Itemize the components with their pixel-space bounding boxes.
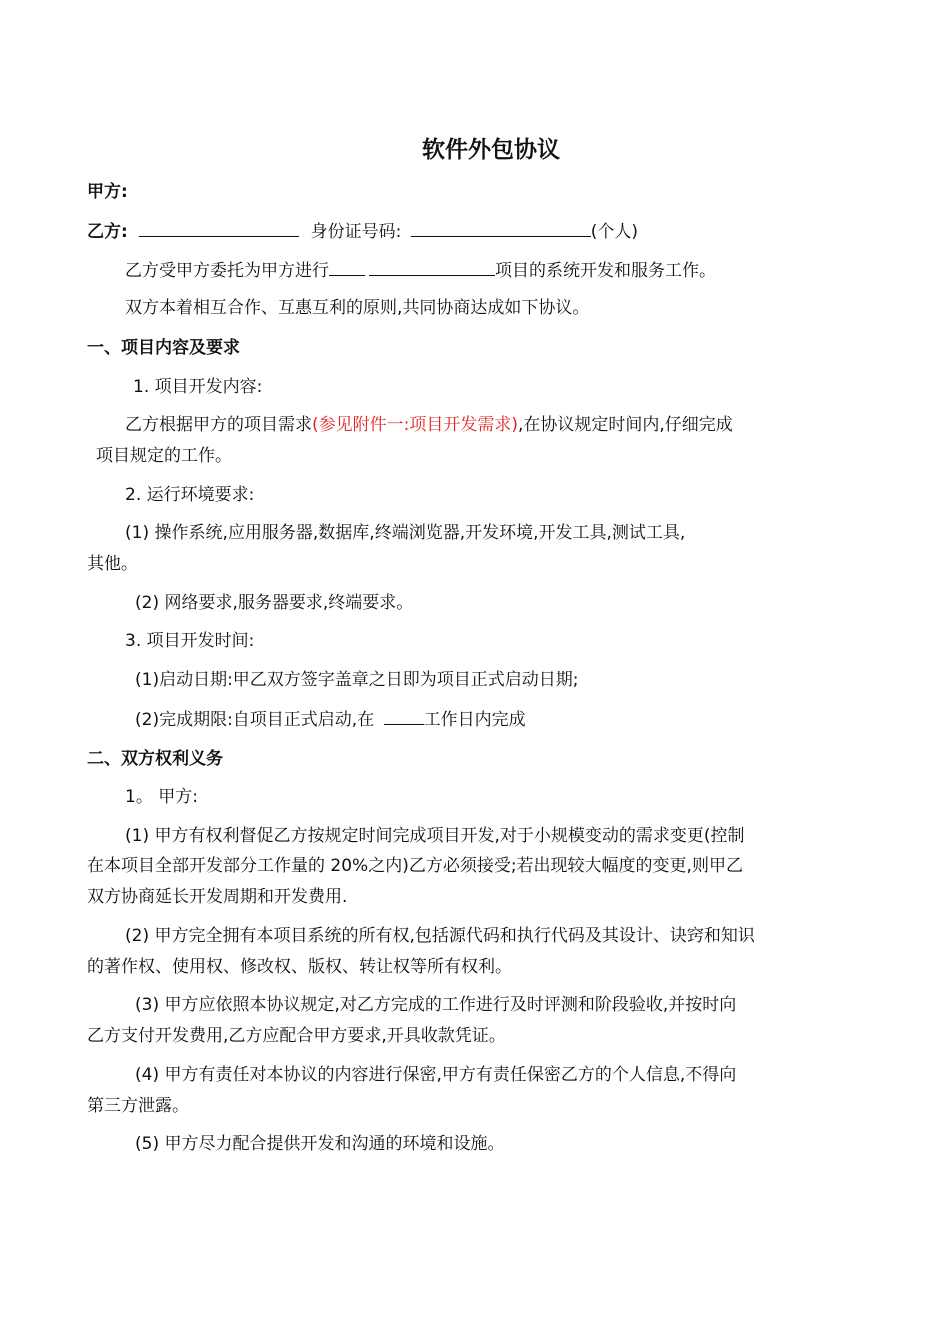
item-2-sub1-line1: (1) 操作系统,应用服务器,数据库,终端浏览器,开发环境,开发工具,测试工具, [125, 523, 686, 543]
duty-3-line1: (3) 甲方应依照本协议规定,对乙方完成的工作进行及时评测和阶段验收,并按时向 [135, 995, 737, 1015]
party-a-duties-title: 1。 甲方: [125, 787, 198, 807]
personal-note: (个人) [590, 222, 639, 242]
project-name-blank-1 [329, 259, 365, 276]
intro-1-text-post: 项目的系统开发和服务工作。 [495, 261, 716, 281]
attachment-reference: (参见附件一:项目开发需求) [312, 415, 518, 435]
item-1-body-line2: 项目规定的工作。 [96, 446, 232, 466]
duty-1-line1: (1) 甲方有权利督促乙方按规定时间完成项目开发,对于小规模变动的需求变更(控制 [125, 826, 745, 846]
id-number-blank [411, 220, 591, 237]
section-1-heading: 一、项目内容及要求 [87, 338, 240, 358]
party-b-line [87, 220, 638, 243]
project-name-blank-2 [369, 259, 495, 276]
item-2-sub1-line2: 其他。 [87, 554, 138, 574]
item-3-sub2-post: 工作日内完成 [423, 710, 526, 730]
duty-1-line2: 在本项目全部开发部分工作量的 20%之内)乙方必须接受;若出现较大幅度的变更,则甲乙 [87, 856, 743, 876]
item-1-title: 1. 项目开发内容: [133, 377, 263, 397]
item-3-sub2 [135, 708, 526, 731]
party-b-name-blank [139, 220, 299, 237]
item-1-body [125, 414, 733, 436]
party-a-label: 甲方: [87, 182, 128, 202]
duty-4-line1: (4) 甲方有责任对本协议的内容进行保密,甲方有责任保密乙方的个人信息,不得向 [135, 1065, 737, 1085]
item-3-sub2-pre: (2)完成期限:自项目正式启动,在 [135, 710, 375, 730]
intro-1-text-pre: 乙方受甲方委托为甲方进行 [125, 261, 329, 281]
section-2-heading: 二、双方权利义务 [87, 749, 223, 769]
item-2-title: 2. 运行环境要求: [125, 485, 255, 505]
document-title: 软件外包协议 [422, 137, 560, 163]
workdays-blank [384, 708, 424, 725]
intro-paragraph-2: 双方本着相互合作、互惠互利的原则,共同协商达成如下协议。 [125, 298, 590, 318]
duty-2-line1: (2) 甲方完全拥有本项目系统的所有权,包括源代码和执行代码及其设计、诀窍和知识 [125, 926, 755, 946]
duty-3-line2: 乙方支付开发费用,乙方应配合甲方要求,开具收款凭证。 [87, 1026, 506, 1046]
intro-paragraph-1 [125, 259, 716, 282]
duty-1-line3: 双方协商延长开发周期和开发费用. [87, 887, 348, 907]
duty-2-line2: 的著作权、使用权、修改权、版权、转让权等所有权利。 [87, 957, 512, 977]
duty-5: (5) 甲方尽力配合提供开发和沟通的环境和设施。 [135, 1134, 505, 1154]
item-1-body-post: ,在协议规定时间内,仔细完成 [518, 415, 733, 435]
duty-4-line2: 第三方泄露。 [87, 1096, 189, 1116]
party-b-label: 乙方: [87, 222, 128, 242]
item-2-sub2: (2) 网络要求,服务器要求,终端要求。 [135, 593, 414, 613]
id-number-label: 身份证号码: [310, 222, 402, 242]
item-3-title: 3. 项目开发时间: [125, 631, 255, 651]
item-1-body-pre: 乙方根据甲方的项目需求 [125, 415, 312, 435]
item-3-sub1: (1)启动日期:甲乙双方签字盖章之日即为项目正式启动日期; [135, 670, 579, 690]
